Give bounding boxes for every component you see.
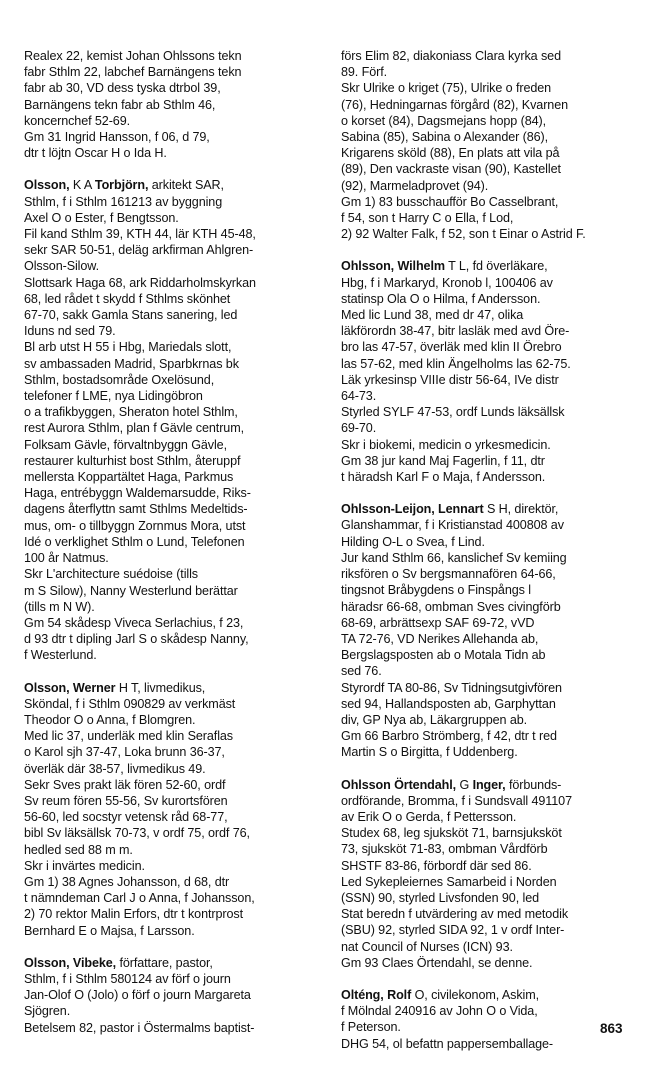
entry-line: Sekr Sves prakt läk fören 52-60, ordf	[24, 777, 226, 792]
entry-olsson-vibeke	[24, 955, 324, 1036]
entry-line: DHG 54, ol befattn pappersemballage-	[341, 1036, 554, 1051]
entry-line: Led Sykepleiernes Samarbeid i Norden	[341, 874, 557, 889]
entry-line: Sköndal, f i Sthlm 090829 av verkmäst	[24, 696, 236, 711]
entry-line: (89), Den vackraste visan (90), Kastellet	[341, 162, 561, 177]
entry-continuation	[24, 48, 324, 161]
entry-line: fabr ab 30, VD dess tyska dtrbol 39,	[24, 81, 221, 96]
entry-line: Skr i invärtes medicin.	[24, 858, 145, 873]
entry-ohlsson-wilhelm	[341, 258, 646, 485]
entry-line: Folksam Gävle, förvaltnbyggn Gävle,	[24, 437, 227, 452]
entry-line: Gm 93 Claes Örtendahl, se denne.	[341, 955, 533, 970]
entry-line: Gm 38 jur kand Maj Fagerlin, f 11, dtr	[341, 453, 545, 468]
entry-heading: Olsson, Vibeke, författare, pastor,	[24, 955, 213, 970]
entry-line: Realex 22, kemist Johan Ohlssons tekn	[24, 49, 242, 63]
entry-line: förs Elim 82, diakoniass Clara kyrka sed	[341, 49, 561, 63]
entry-line: Haga, entrébyggn Waldemarsudde, Riks-	[24, 486, 251, 501]
entry-line: Sthlm, f i Sthlm 161213 av byggning	[24, 194, 223, 209]
entry-line: Jur kand Sthlm 66, kanslichef Sv kemiing	[341, 550, 567, 565]
entry-line: (tills m N W).	[24, 599, 95, 614]
entry-line: överläk där 38-57, livmedikus 49.	[24, 761, 206, 776]
entry-line: Styrordf TA 80-86, Sv Tidningsutgivfören	[341, 680, 562, 695]
entry-line: 56-60, led socstyr vetensk råd 68-77,	[24, 810, 228, 825]
entry-line: (SSN) 90, styrled Livsfonden 90, led	[341, 890, 540, 905]
entry-heading: Olsson, K A Torbjörn, arkitekt SAR,	[24, 178, 224, 193]
entry-line: Sv reum fören 55-56, Sv kurortsfören	[24, 793, 228, 808]
entry-line: las 57-62, med klin Ängelholms las 62-75.	[341, 356, 571, 371]
entry-line: telefoner f LME, nya Lidingöbron	[24, 389, 203, 404]
entry-line: Sabina (85), Sabina o Alexander (86),	[341, 130, 549, 145]
entry-line: bibl Sv läksällsk 70-73, v ordf 75, ordf 76,	[24, 826, 250, 841]
entry-line: Idé o verklighet Sthlm o Lund, Telefonen	[24, 534, 245, 549]
entry-line: dagens återflyttn samt Sthlms Medeltids-	[24, 502, 248, 517]
entry-line: m S Silow), Nanny Westerlund berättar	[24, 583, 238, 598]
entry-line: Gm 31 Ingrid Hansson, f 06, d 79,	[24, 130, 210, 145]
entry-line: 64-73.	[341, 389, 377, 404]
entry-line: Styrled SYLF 47-53, ordf Lunds läksällsk	[341, 405, 565, 420]
entry-line: ordförande, Bromma, f i Sundsvall 491107	[341, 793, 572, 808]
entry-line: av Erik O o Gerda, f Pettersson.	[341, 809, 517, 824]
entry-line: nat Council of Nurses (ICN) 93.	[341, 939, 513, 954]
entry-heading: Olsson, Werner H T, livmedikus,	[24, 680, 206, 695]
entry-ohlsson-leijon	[341, 501, 646, 760]
entry-line: Sthlm, f i Sthlm 580124 av förf o journ	[24, 971, 231, 986]
entry-olsson-werner	[24, 680, 324, 939]
entry-line: SHSTF 83-86, förbordf där sed 86.	[341, 858, 532, 873]
entry-line: Läk yrkesinsp VIIIe distr 56-64, IVe distr	[341, 372, 559, 387]
entry-line: Barnängens tekn fabr ab Sthlm 46,	[24, 97, 216, 112]
entry-line: Fil kand Sthlm 39, KTH 44, lär KTH 45-48,	[24, 227, 256, 242]
entry-line: d 93 dtr t dipling Jarl S o skådesp Nanny,	[24, 632, 249, 647]
entry-line: f Mölndal 240916 av John O o Vida,	[341, 1004, 538, 1019]
entry-line: (76), Hedningarnas förgård (82), Kvarnen	[341, 97, 569, 112]
entry-line: 2) 70 rektor Malin Erfors, dtr t kontrprost	[24, 907, 243, 922]
page-number: 863	[600, 1021, 623, 1036]
entry-line: restaurer kulturhist bost Sthlm, återuppf	[24, 453, 241, 468]
entry-line: f Peterson.	[341, 1020, 401, 1035]
entry-line: Glanshammar, f i Kristianstad 400808 av	[341, 518, 564, 533]
entry-line: 2) 92 Walter Falk, f 52, son t Einar o Astrid F.	[341, 227, 586, 242]
entry-ohlsson-ortendahl	[341, 777, 646, 971]
entry-line: Jan-Olof O (Jolo) o förf o journ Margareta	[24, 988, 251, 1003]
entry-heading: Ohlsson Örtendahl, G Inger, förbunds-	[341, 777, 562, 792]
entry-line: mus, om- o tillbyggn Zornmus Mora, utst	[24, 518, 246, 533]
entry-olsson-torbjorn	[24, 177, 324, 663]
entry-line: Skr L'architecture suédoise (tills	[24, 567, 198, 582]
entry-line: dtr t löjtn Oscar H o Ida H.	[24, 146, 167, 161]
entry-line: riksfören o Sv bergsmannafören 64-66,	[341, 567, 556, 582]
entry-line: t nämndeman Carl J o Anna, f Johansson,	[24, 891, 255, 906]
entry-line: Bernhard E o Majsa, f Larsson.	[24, 923, 195, 938]
entry-line: Bl arb utst H 55 i Hbg, Mariedals slott,	[24, 340, 232, 355]
entry-line: Martin S o Birgitta, f Uddenberg.	[341, 745, 518, 760]
entry-line: (92), Marmeladprovet (94).	[341, 178, 489, 193]
entry-heading: Ohlsson, Wilhelm T L, fd överläkare,	[341, 259, 548, 274]
entry-line: Hbg, f i Markaryd, Kronob l, 100406 av	[341, 275, 553, 290]
entry-line: bro las 47-57, överläk med klin II Örebro	[341, 340, 562, 355]
entry-line: Skr Ulrike o kriget (75), Ulrike o freden	[341, 81, 552, 96]
left-column	[24, 48, 324, 1052]
entry-line: o a trafikbyggen, Sheraton hotel Sthlm,	[24, 405, 238, 420]
entry-line: sv ambassaden Madrid, Sparbkrnas bk	[24, 356, 239, 371]
entry-line: läkförordn 38-47, bitr lasläk med avd Öre-	[341, 324, 570, 339]
entry-heading: Olténg, Rolf O, civilekonom, Askim,	[341, 987, 540, 1002]
entry-line: Slottsark Haga 68, ark Riddarholmskyrkan	[24, 275, 256, 290]
entry-line: koncernchef 52-69.	[24, 113, 131, 128]
entry-line: Axel O o Ester, f Bengtsson.	[24, 210, 179, 225]
entry-line: Sjögren.	[24, 1004, 71, 1019]
entry-line: Studex 68, leg sjuksköt 71, barnsjuksköt	[341, 826, 562, 841]
entry-line: rest Aurora Sthlm, plan f Gävle centrum,	[24, 421, 244, 436]
entry-line: häradsr 66-68, ombman Sves civingförb	[341, 599, 561, 614]
entry-line: 73, sjuksköt 71-83, ombman Vårdförb	[341, 842, 548, 857]
entry-line: 67-70, sakk Gamla Stans sanering, led	[24, 308, 238, 323]
entry-continuation	[341, 48, 646, 242]
entry-line: 89. Förf.	[341, 65, 387, 80]
right-column	[341, 48, 646, 1068]
entry-olteng-rolf	[341, 987, 646, 1052]
entry-line: Krigarens sköld (88), En plats att vila på	[341, 146, 560, 161]
entry-line: tingsnot Bråbygdens o Finspångs l	[341, 583, 531, 598]
entry-line: Gm 54 skådesp Viveca Serlachius, f 23,	[24, 615, 244, 630]
entry-line: TA 72-76, VD Nerikes Allehanda ab,	[341, 631, 539, 646]
entry-line: hedled sed 88 m m.	[24, 842, 133, 857]
entry-line: o Karol sjh 37-47, Loka brunn 36-37,	[24, 745, 225, 760]
entry-line: Gm 1) 83 busschaufför Bo Casselbrant,	[341, 194, 559, 209]
entry-line: Gm 66 Barbro Strömberg, f 42, dtr t red	[341, 729, 557, 744]
entry-line: 100 år Natmus.	[24, 551, 109, 566]
entry-line: Med lic 37, underläk med klin Seraflas	[24, 729, 233, 744]
entry-line: o korset (84), Dagsmejans hopp (84),	[341, 113, 546, 128]
entry-line: f Westerlund.	[24, 648, 97, 663]
entry-line: t häradsh Karl F o Maja, f Andersson.	[341, 470, 546, 485]
entry-line: (SBU) 92, styrled SIDA 92, 1 v ordf Inter-	[341, 923, 565, 938]
entry-line: mellersta Koppartältet Haga, Parkmus	[24, 470, 234, 485]
entry-line: f 54, son t Harry C o Ella, f Lod,	[341, 211, 514, 226]
entry-line: 68, led rådet t skydd f Sthlms skönhet	[24, 291, 231, 306]
entry-line: sed 76.	[341, 664, 382, 679]
entry-line: 68-69, arbrättsexp SAF 69-72, vVD	[341, 615, 535, 630]
entry-line: fabr Sthlm 22, labchef Barnängens tekn	[24, 65, 242, 80]
entry-line: Betelsem 82, pastor i Östermalms baptist-	[24, 1020, 255, 1035]
entry-line: Med lic Lund 38, med dr 47, olika	[341, 308, 524, 323]
entry-line: Hilding O-L o Svea, f Lind.	[341, 534, 485, 549]
entry-line: Sthlm, bostadsområde Oxelösund,	[24, 372, 215, 387]
entry-line: Bergslagsposten ab o Motala Tidn ab	[341, 648, 546, 663]
entry-line: Stat beredn f utvärdering av med metodik	[341, 907, 569, 922]
entry-line: Iduns nd sed 79.	[24, 324, 116, 339]
entry-line: Olsson-Silow.	[24, 259, 99, 274]
entry-line: sed 94, Hallandsposten ab, Garphyttan	[341, 696, 556, 711]
entry-heading: Ohlsson-Leijon, Lennart S H, direktör,	[341, 502, 559, 517]
entry-line: Theodor O o Anna, f Blomgren.	[24, 712, 196, 727]
entry-line: div, GP Nya ab, Läkargruppen ab.	[341, 712, 528, 727]
entry-line: statinsp Ola O o Hilma, f Andersson.	[341, 291, 541, 306]
entry-line: sekr SAR 50-51, deläg arkfirman Ahlgren-	[24, 243, 254, 258]
entry-line: Gm 1) 38 Agnes Johansson, d 68, dtr	[24, 874, 230, 889]
entry-line: 69-70.	[341, 421, 377, 436]
entry-line: Skr i biokemi, medicin o yrkesmedicin.	[341, 437, 551, 452]
